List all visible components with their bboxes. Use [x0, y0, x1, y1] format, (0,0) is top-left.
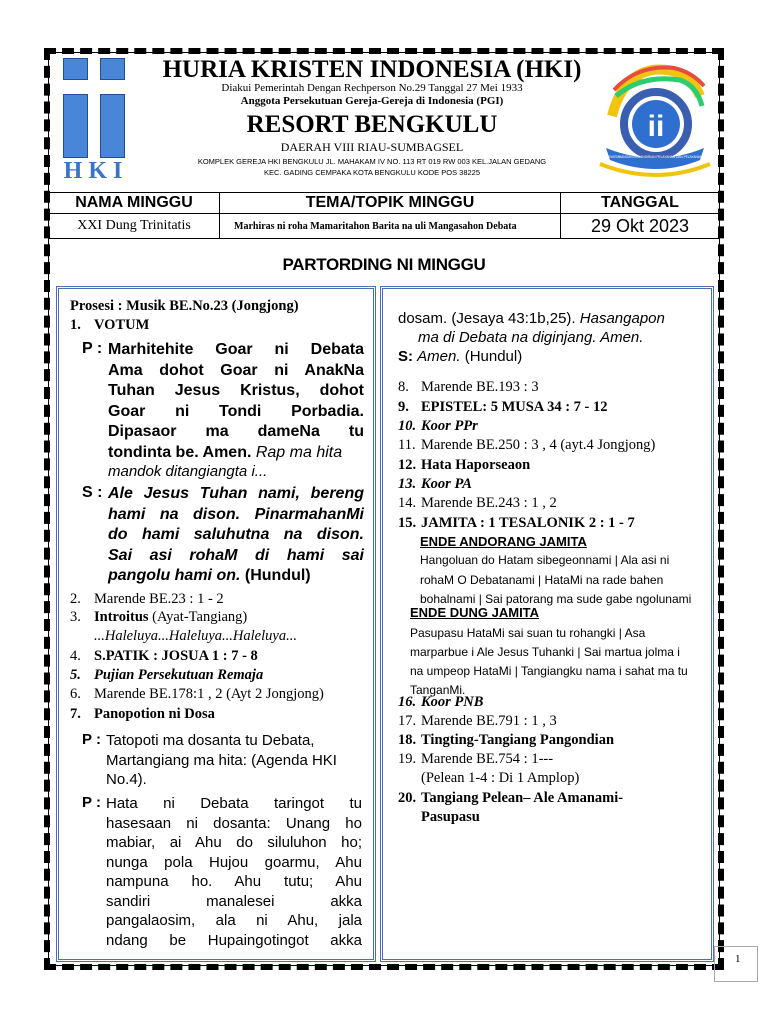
value-tanggal: 29 Okt 2023 — [561, 214, 720, 239]
cont-s-hundul: (Hundul) — [460, 348, 523, 365]
votum-p-italic: mandok ditangiangta i... — [108, 463, 268, 480]
address-line-1: KOMPLEK GEREJA HKI BENGKULU JL. MAHAKAM IV NO. 113 RT 019 RW 003 KEL.JALAN GEDANG — [197, 157, 547, 166]
votum-p-line-5: Dipasaor ma dameNa tu — [108, 423, 364, 440]
item-18: Tingting-Tangiang Pangondian — [421, 732, 615, 748]
resort-title: RESORT BENGKULU — [246, 111, 498, 138]
item-4-number: 4. — [70, 648, 81, 664]
votum-p-line-3: Tuhan Jesus Kristus, dohot — [108, 382, 364, 399]
item-7: Panopotion ni Dosa — [94, 706, 215, 722]
votum-p-line-6 — [108, 443, 342, 464]
p3-label: P — [82, 794, 93, 811]
item-8-number: 8. — [398, 379, 409, 395]
svg-text:ii: ii — [647, 110, 665, 143]
p2-line-2: Martangiang ma hita: (Agenda HKI — [106, 751, 337, 769]
p3-line-4: nunga pola Hujou goarmu, Ahu — [106, 853, 362, 871]
district: DAERAH VIII RIAU-SUMBAGSEL — [280, 140, 464, 154]
item-9: EPISTEL: 5 MUSA 34 : 7 - 12 — [421, 399, 608, 415]
item-6-number: 6. — [70, 686, 81, 702]
item-2-number: 2. — [70, 591, 81, 607]
item-7-number: 7. — [70, 706, 81, 722]
p3-line-5: nampuna ho. Ahu tutu; Ahu — [106, 873, 362, 890]
item-20-line-2: Pasupasu — [421, 809, 480, 825]
logo-text: HKI — [63, 158, 129, 184]
logo-square-left — [63, 58, 88, 80]
item-12: Hata Haporseaon — [421, 457, 531, 473]
p3-line-6: sandiri manalesei akka — [106, 892, 362, 910]
votum-s-line-3: do hami saluhutna na dison. — [108, 526, 364, 543]
item-3-number: 3. — [70, 609, 81, 625]
votum-s-hundul: (Hundul) — [240, 567, 311, 584]
cont-line-2: ma di Debata na diginjang. Amen. — [418, 329, 644, 346]
item-11-number: 11. — [398, 437, 416, 453]
header-nama-minggu: NAMA MINGGU — [49, 193, 220, 214]
item-15-number: 15. — [398, 515, 417, 531]
votum-p-line-4: Goar ni Tondi Porbadia. — [108, 402, 364, 420]
item-11: Marende BE.250 : 3 , 4 (ayt.4 Jongjong) — [421, 437, 656, 453]
logo-square-right — [100, 58, 125, 80]
p2-line-3: No.4). — [106, 771, 147, 788]
votum-s-line-1: Ale Jesus Tuhan nami, bereng — [108, 485, 364, 502]
ende-andorang-line-3: bohalnami | Sai patorang ma sude gabe ngolunami — [420, 592, 692, 606]
logo-bar-left — [63, 94, 88, 158]
cont-s-amen: Amen. — [417, 348, 461, 365]
p3-colon: : — [96, 794, 101, 811]
votum-p-rap: Rap ma hita — [251, 443, 343, 461]
item-17-number: 17. — [398, 713, 417, 729]
item-4: S.PATIK : JOSUA 1 : 7 - 8 — [94, 648, 258, 664]
p3-line-3: mabiar, ai Ahu do siluluhon ho; — [106, 834, 362, 851]
logo-bar-right — [100, 94, 125, 158]
votum-number: 1. — [70, 317, 81, 333]
item-8: Marende BE.193 : 3 — [421, 379, 539, 395]
item-6: Marende BE.178:1 , 2 (Ayt 2 Jongjong) — [94, 686, 324, 702]
p-label: P : — [82, 340, 103, 357]
ende-dung-line-1: Pasupasu HataMi sai suan tu rohangki | Asa — [410, 626, 646, 640]
item-16: Koor PNB — [421, 694, 484, 710]
org-membership: Anggota Persekutuan Gereja-Gereja di Indonesia (PGI) — [240, 95, 504, 107]
header-tanggal: TANGGAL — [561, 193, 720, 214]
item-10: Koor PPr — [421, 418, 478, 434]
item-20-number: 20. — [398, 790, 417, 806]
header-tema: TEMA/TOPIK MINGGU — [220, 193, 561, 214]
item-5: Pujian Persekutuan Remaja — [94, 667, 264, 683]
item-5-number: 5. — [70, 667, 81, 683]
item-19-number: 19. — [398, 751, 417, 767]
p2-colon: : — [96, 731, 101, 748]
ende-dung-line-3: na umpeop HataMi | Tangiangku nama i sahat ma tu — [410, 664, 688, 678]
item-3-introitus: Introitus — [94, 609, 149, 625]
item-3-ayat: (Ayat-Tangiang) — [148, 609, 248, 625]
section-title: PARTORDING NI MINGGU — [282, 255, 486, 274]
emblem-caption: TAHUN PENGEMBANGAN KEMANDIRIAN PELAYANAN DAN PELAYANAN HKI 2023 — [593, 155, 717, 159]
item-15: JAMITA : 1 TESALONIK 2 : 1 - 7 — [421, 515, 635, 531]
p2-label: P — [82, 731, 93, 748]
ende-dung-line-4: TanganMi. — [410, 683, 466, 697]
votum-s-line-5 — [108, 566, 311, 587]
value-nama-minggu: XXI Dung Trinitatis — [49, 214, 220, 239]
votum-title: VOTUM — [94, 317, 150, 333]
item-2: Marende BE.23 : 1 - 2 — [94, 591, 224, 607]
item-20-line-1: Tangiang Pelean– Ale Amanami- — [421, 790, 624, 806]
org-title: HURIA KRISTEN INDONESIA (HKI) — [162, 56, 582, 83]
ende-dung-line-2: marparbue i Ale Jesus Tuhanki | Sai martua jolma i — [410, 645, 680, 659]
item-3 — [94, 609, 247, 626]
item-14: Marende BE.243 : 1 , 2 — [421, 495, 557, 511]
votum-s-line-4: Sai asi rohaM di hami sai — [108, 546, 364, 564]
cont-s-line — [398, 348, 522, 365]
item-19: Marende BE.754 : 1--- — [421, 751, 554, 767]
votum-s-pangolu: pangolu hami on. — [108, 567, 241, 584]
item-19-pelean: (Pelean 1-4 : Di 1 Amplop) — [421, 770, 580, 786]
item-16-number: 16. — [398, 694, 417, 710]
ende-andorang-line-1: Hangoluan do Hatam sibegeonnami | Ala asi ni — [420, 553, 670, 567]
votum-s-line-2: hami na dison. PinarmahanMi — [108, 505, 364, 523]
item-13-number: 13. — [398, 476, 417, 492]
anniversary-emblem — [592, 56, 718, 184]
value-tema: Marhiras ni roha Mamaritahon Barita na uli Mangasahon Debata — [220, 214, 561, 239]
item-13: Koor PA — [421, 476, 472, 492]
p3-line-7: pangalaosim, ala ni Ahu, jala — [106, 912, 362, 929]
item-9-number: 9. — [398, 399, 409, 415]
cont-jesaya: dosam. (Jesaya 43:1b,25). — [398, 310, 576, 327]
org-recognition: Diakui Pemerintah Dengan Rechperson No.29 Tanggal 27 Mei 1933 — [221, 82, 523, 94]
ende-andorang-title: ENDE ANDORANG JAMITA — [420, 534, 587, 549]
cont-line-1 — [398, 310, 665, 327]
votum-p-line-1: Marhitehite Goar ni Debata — [108, 341, 364, 358]
cont-s-label: S: — [398, 348, 413, 365]
address-line-2: KEC. GADING CEMPAKA KOTA BENGKULU KODE POS 38225 — [263, 168, 481, 177]
cont-hasangapon: Hasangapon — [575, 310, 665, 327]
p3-line-1: Hata ni Debata taringot tu — [106, 795, 362, 812]
prosesi: Prosesi : Musik BE.No.23 (Jongjong) — [70, 298, 299, 314]
item-17: Marende BE.791 : 1 , 3 — [421, 713, 557, 729]
ende-dung-title: ENDE DUNG JAMITA — [410, 605, 540, 620]
page-number: 1 — [714, 946, 758, 982]
ende-andorang-line-2: rohaM O Debatanami | HataMi na rade bahen — [420, 573, 664, 587]
service-info-table — [48, 192, 720, 239]
votum-p-amen: tondinta be. Amen. — [108, 443, 252, 461]
p3-line-8: ndang be Hupaingotingot akka — [106, 931, 362, 949]
votum-p-line-2: Ama dohot Goar ni AnakNa — [108, 361, 364, 379]
p3-line-2: hasesaan ni dosanta: Unang ho — [106, 814, 362, 832]
item-14-number: 14. — [398, 495, 417, 511]
item-10-number: 10. — [398, 418, 417, 434]
item-12-number: 12. — [398, 457, 417, 473]
p2-line-1: Tatopoti ma dosanta tu Debata, — [106, 732, 315, 749]
s-label: S : — [82, 484, 103, 501]
item-18-number: 18. — [398, 732, 417, 748]
item-3-haleluya: ...Haleluya...Haleluya...Haleluya... — [94, 628, 297, 644]
